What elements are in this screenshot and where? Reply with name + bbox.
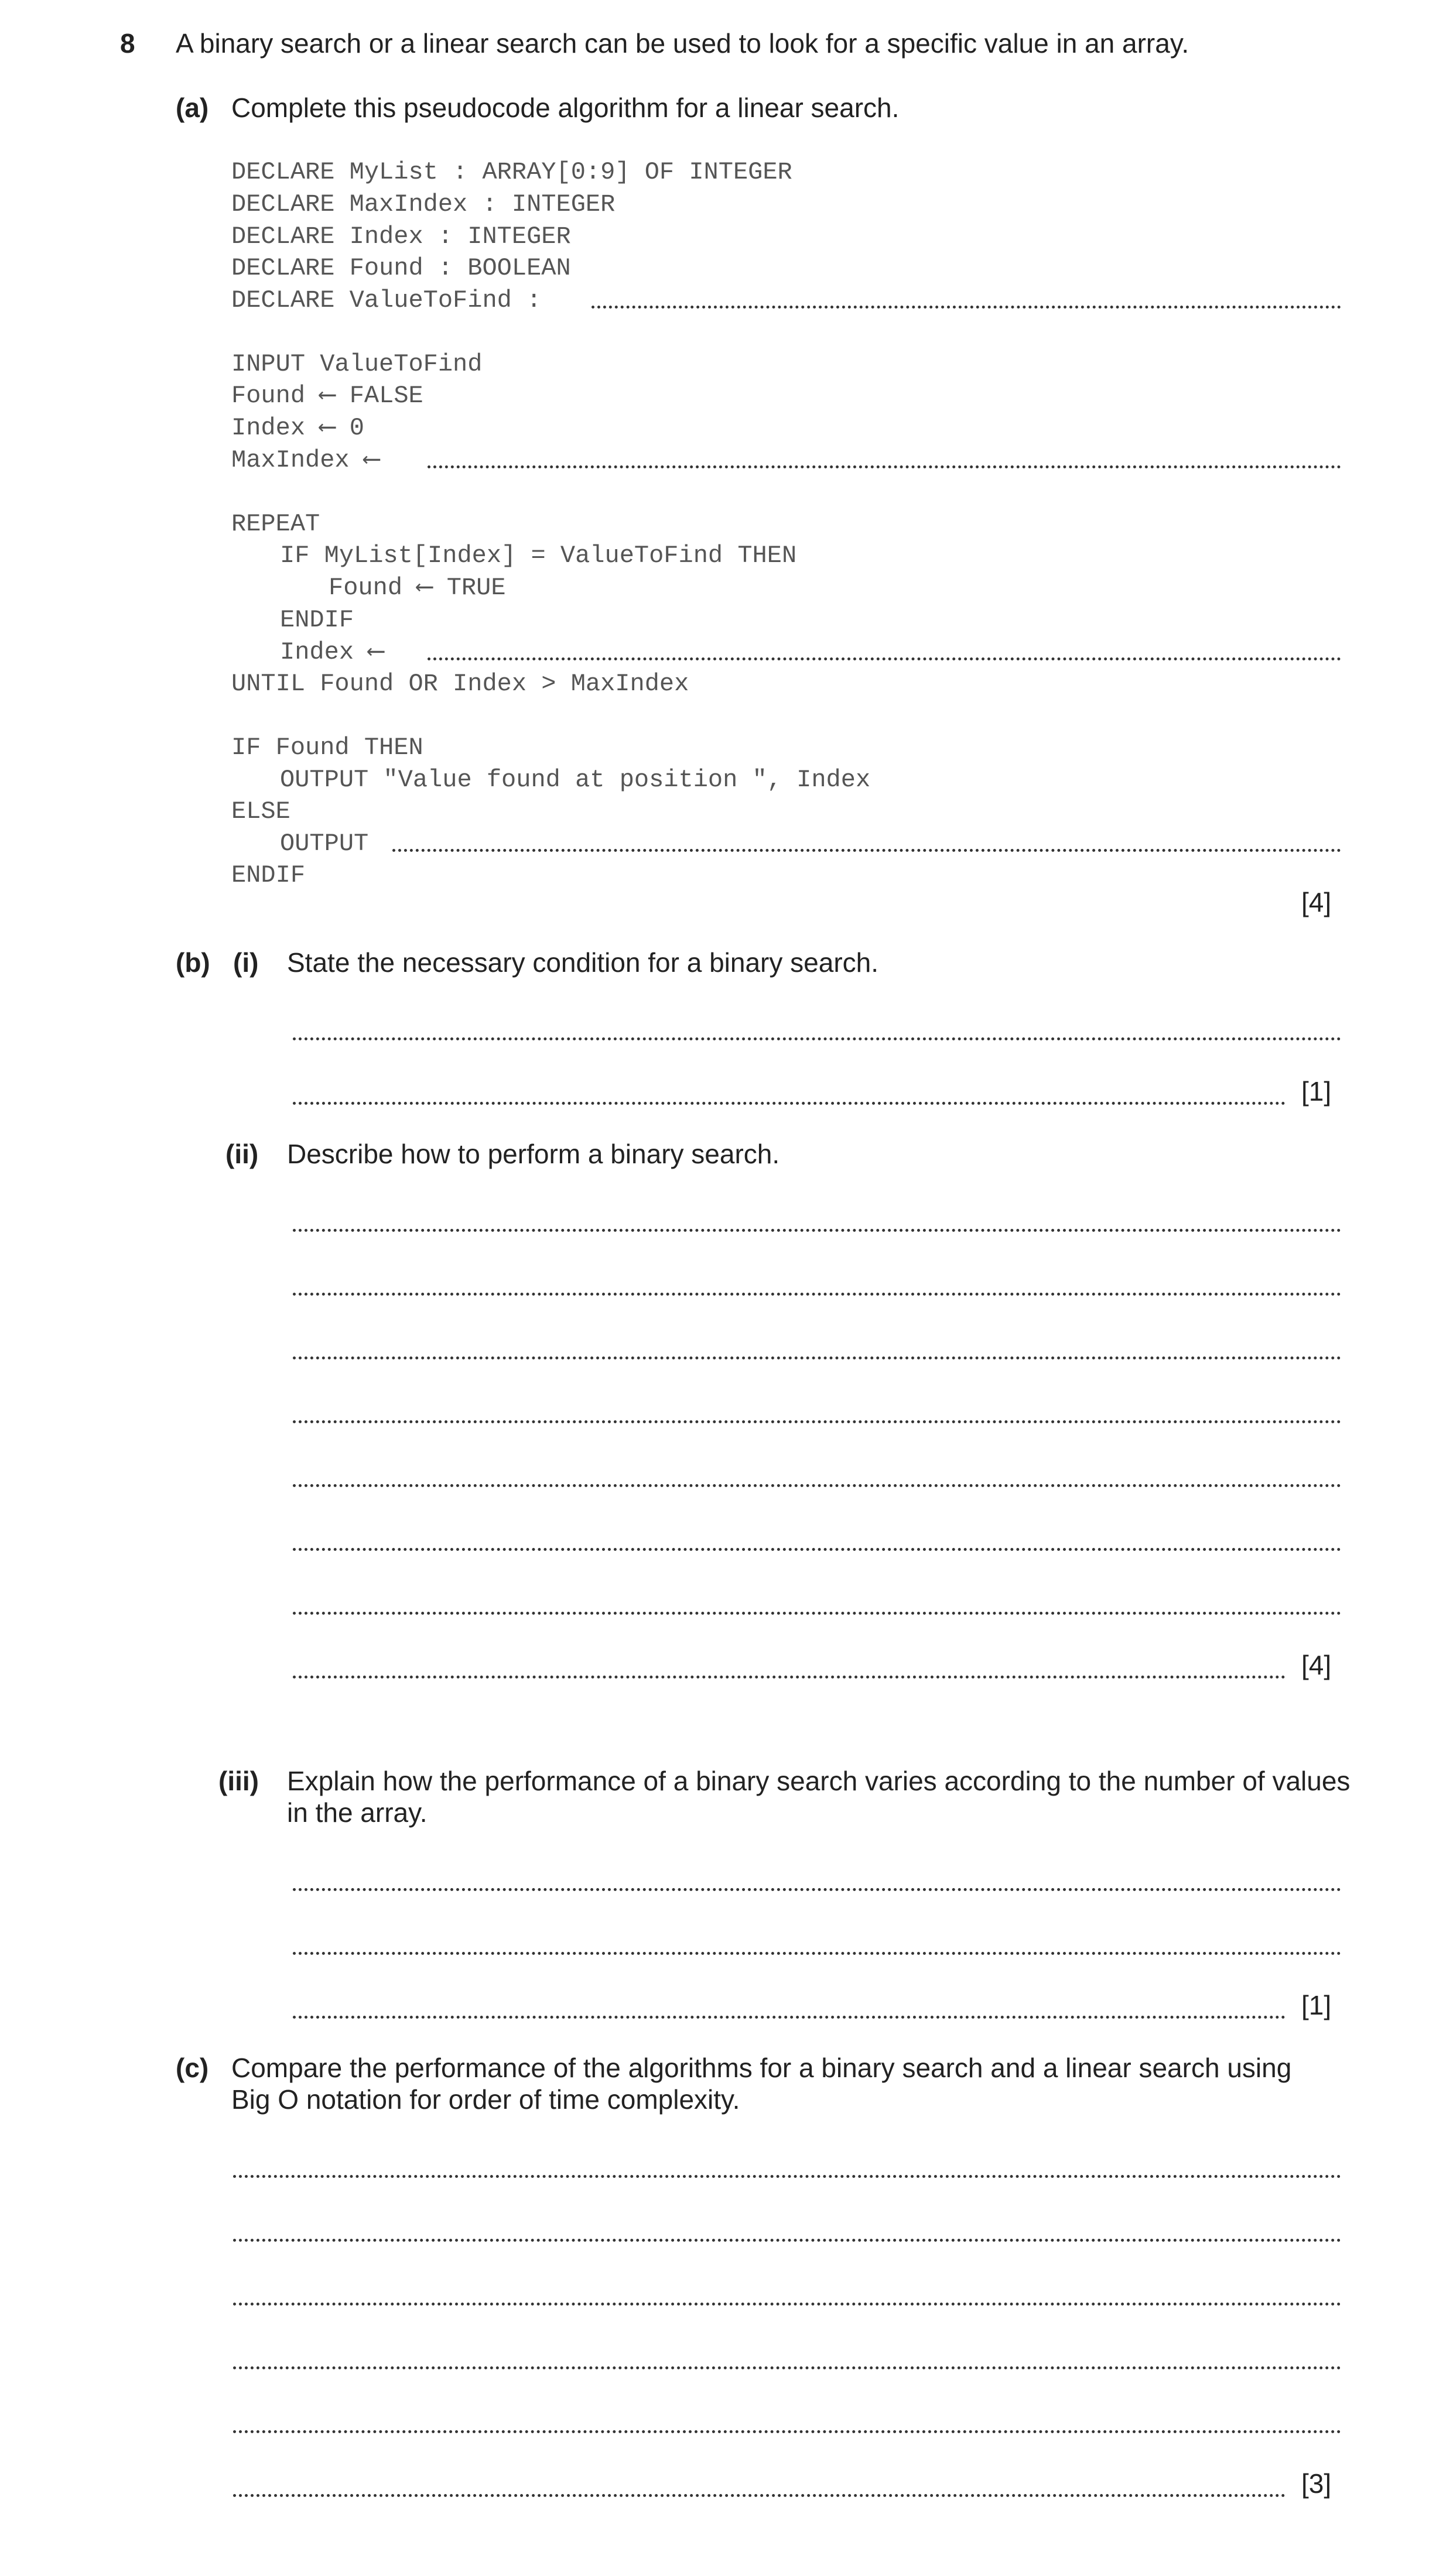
marks-part-b-ii: [4]: [1301, 1650, 1332, 1680]
answer-line[interactable]: [293, 1229, 1341, 1232]
part-a-prompt: Complete this pseudocode algorithm for a linear search.: [231, 93, 900, 123]
code-line: Found ⟵ FALSE: [231, 382, 423, 410]
question-number: 8: [120, 28, 135, 59]
question-intro: A binary search or a linear search can be used to look for a specific value in an array.: [176, 28, 1189, 59]
code-line: DECLARE MaxIndex : INTEGER: [231, 190, 616, 218]
answer-line[interactable]: [293, 1037, 1341, 1040]
code-line: ENDIF: [231, 861, 306, 889]
answer-line[interactable]: [233, 2303, 1341, 2306]
code-line: Index ⟵ 0: [231, 414, 364, 442]
answer-blank-output-not-found[interactable]: [392, 849, 1341, 852]
answer-line[interactable]: [293, 1102, 1286, 1105]
marks-part-a: [4]: [1301, 887, 1332, 917]
part-b-iii-prompt-line2: in the array.: [287, 1797, 428, 1828]
answer-line[interactable]: [293, 1676, 1286, 1678]
code-line: ENDIF: [280, 606, 354, 634]
part-b-ii-label: (ii): [225, 1139, 259, 1169]
part-b-iii-label: (iii): [218, 1766, 259, 1796]
marks-part-c: [3]: [1301, 2468, 1332, 2499]
answer-line[interactable]: [233, 2430, 1341, 2433]
answer-line[interactable]: [293, 2016, 1286, 2019]
code-line: DECLARE ValueToFind :: [231, 286, 542, 314]
part-b-i-label: (i): [233, 947, 259, 978]
code-line: OUTPUT "Value found at position ", Index: [280, 766, 871, 794]
code-line: DECLARE Found : BOOLEAN: [231, 254, 571, 282]
answer-line[interactable]: [293, 1888, 1341, 1891]
code-line: DECLARE MyList : ARRAY[0:9] OF INTEGER: [231, 158, 792, 186]
answer-line[interactable]: [293, 1612, 1341, 1615]
answer-blank-valuetofind-type[interactable]: [592, 306, 1341, 309]
part-b-iii-prompt-line1: Explain how the performance of a binary search varies according to the number of values: [287, 1766, 1351, 1796]
code-line: REPEAT: [231, 510, 320, 538]
answer-blank-maxindex[interactable]: [428, 465, 1341, 468]
code-line: DECLARE Index : INTEGER: [231, 222, 571, 251]
code-line: INPUT ValueToFind: [231, 350, 483, 378]
part-b-ii-prompt: Describe how to perform a binary search.: [287, 1139, 780, 1169]
answer-blank-index-increment[interactable]: [428, 657, 1341, 660]
code-line: UNTIL Found OR Index > MaxIndex: [231, 670, 689, 698]
answer-line[interactable]: [293, 1293, 1341, 1296]
answer-line[interactable]: [293, 1952, 1341, 1955]
answer-line[interactable]: [233, 2366, 1341, 2369]
code-line: IF Found THEN: [231, 734, 423, 762]
answer-line[interactable]: [293, 1548, 1341, 1551]
answer-line[interactable]: [293, 1356, 1341, 1359]
answer-line[interactable]: [233, 2175, 1341, 2178]
part-c-label: (c): [176, 2053, 209, 2083]
code-line: OUTPUT: [280, 830, 369, 858]
code-line: Index ⟵: [280, 638, 384, 666]
answer-line[interactable]: [233, 2494, 1286, 2497]
answer-line[interactable]: [293, 1484, 1341, 1487]
code-line: ELSE: [231, 797, 290, 825]
marks-part-b-iii: [1]: [1301, 1990, 1332, 2020]
part-a-label: (a): [176, 93, 209, 123]
part-c-prompt-line1: Compare the performance of the algorithms for a binary search and a linear search using: [231, 2053, 1292, 2083]
part-b-label: (b): [176, 947, 210, 978]
part-b-i-prompt: State the necessary condition for a binary search.: [287, 947, 879, 978]
answer-line[interactable]: [293, 1420, 1341, 1423]
marks-part-b-i: [1]: [1301, 1076, 1332, 1107]
code-line: Found ⟵ TRUE: [329, 574, 506, 602]
answer-line[interactable]: [233, 2239, 1341, 2242]
code-line: MaxIndex ⟵: [231, 446, 380, 474]
part-c-prompt-line2: Big O notation for order of time complexity.: [231, 2084, 740, 2115]
code-line: IF MyList[Index] = ValueToFind THEN: [280, 542, 797, 570]
